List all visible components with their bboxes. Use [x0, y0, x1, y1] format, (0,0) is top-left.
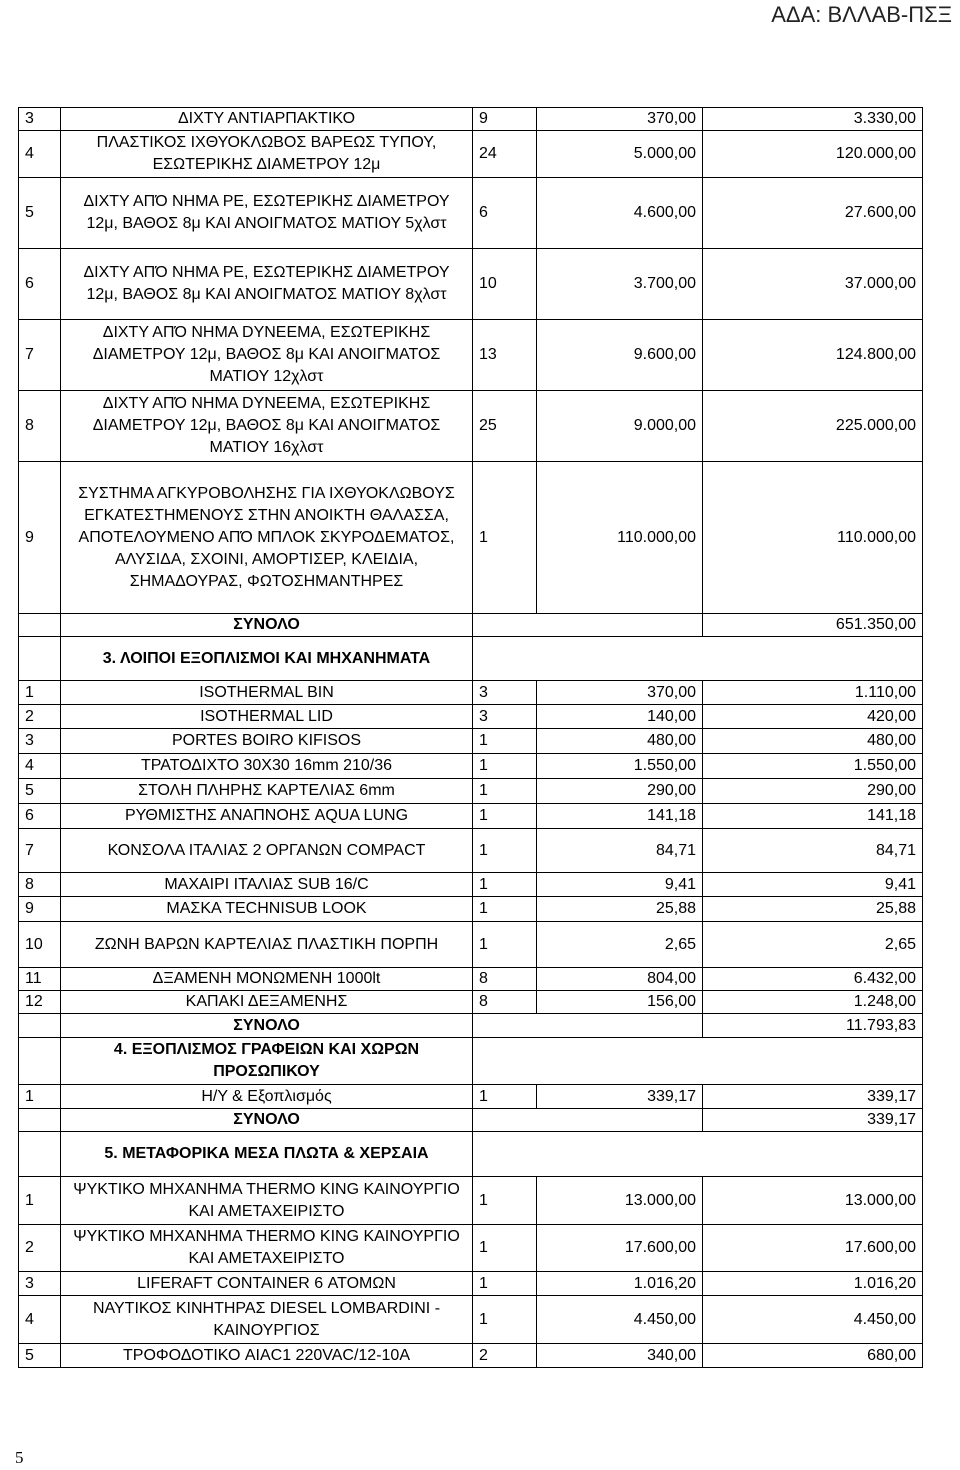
item-description: ΔΙΧΤΥ ΑΝΤΙΑΡΠΑΚΤΙΚΟ [61, 108, 473, 131]
table-row [19, 131, 923, 178]
item-number: 11 [19, 968, 61, 991]
item-quantity: 1 [473, 1085, 537, 1109]
item-quantity: 1 [473, 1272, 537, 1296]
item-quantity: 1 [473, 729, 537, 754]
item-unit-price: 25,88 [537, 897, 703, 922]
table-row [19, 968, 923, 991]
item-quantity: 8 [473, 991, 537, 1014]
item-unit-price: 5.000,00 [537, 131, 703, 178]
item-description: ΖΩΝΗ ΒΑΡΩΝ ΚΑΡΤΕΛΙΑΣ ΠΛΑΣΤΙΚΗ ΠΟΡΠΗ [61, 922, 473, 968]
item-quantity: 1 [473, 1177, 537, 1225]
item-total: 25,88 [703, 897, 923, 922]
table-row [19, 804, 923, 829]
subtotal-value: 339,17 [703, 1109, 923, 1132]
item-unit-price: 804,00 [537, 968, 703, 991]
item-description: ΝΑΥΤΙΚΟΣ ΚΙΝΗΤΗΡΑΣ DIESEL LOMBARDINI - ΚΑΙΝΟΥΡΓΙΟΣ [61, 1296, 473, 1344]
empty-cell [19, 1038, 61, 1085]
item-unit-price: 340,00 [537, 1344, 703, 1368]
empty-cell [19, 1109, 61, 1132]
item-unit-price: 140,00 [537, 705, 703, 729]
item-quantity: 1 [473, 897, 537, 922]
item-total: 2,65 [703, 922, 923, 968]
table-row [19, 1296, 923, 1344]
item-quantity: 13 [473, 320, 537, 391]
item-unit-price: 141,18 [537, 804, 703, 829]
subtotal-value: 11.793,83 [703, 1014, 923, 1038]
item-total: 141,18 [703, 804, 923, 829]
item-total: 480,00 [703, 729, 923, 754]
empty-cell [19, 614, 61, 637]
item-quantity: 1 [473, 1225, 537, 1272]
item-unit-price: 9.600,00 [537, 320, 703, 391]
table-row [19, 391, 923, 462]
item-quantity: 6 [473, 178, 537, 249]
item-description: ΣΤΟΛΗ ΠΛΗΡΗΣ ΚΑΡΤΕΛΙΑΣ 6mm [61, 779, 473, 804]
item-total: 110.000,00 [703, 462, 923, 614]
item-description: ΔΞΑΜΕΝΗ ΜΟΝΩΜΕΝΗ 1000lt [61, 968, 473, 991]
item-number: 4 [19, 131, 61, 178]
item-number: 3 [19, 1272, 61, 1296]
item-number: 3 [19, 108, 61, 131]
item-description: Η/Υ & Εξοπλισμός [61, 1085, 473, 1109]
item-total: 120.000,00 [703, 131, 923, 178]
item-total: 84,71 [703, 829, 923, 873]
ada-code: ΑΔΑ: ΒΛΛΑΒ-ΠΣΞ [771, 2, 952, 27]
empty-cell [473, 637, 923, 681]
item-unit-price: 84,71 [537, 829, 703, 873]
item-unit-price: 1.016,20 [537, 1272, 703, 1296]
item-description: ΔΙΧΤΥ ΑΠΌ ΝΗΜΑ PE, ΕΣΩΤΕΡΙΚΗΣ ΔΙΑΜΕΤΡΟΥ 12μ, ΒΑΘΟΣ 8μ ΚΑΙ ΑΝΟΙΓΜΑΤΟΣ ΜΑΤΙΟΥ 8χλστ [61, 249, 473, 320]
table-row [19, 178, 923, 249]
item-total: 6.432,00 [703, 968, 923, 991]
item-total: 1.248,00 [703, 991, 923, 1014]
item-total: 124.800,00 [703, 320, 923, 391]
table-row [19, 1272, 923, 1296]
item-quantity: 1 [473, 829, 537, 873]
item-total: 225.000,00 [703, 391, 923, 462]
item-number: 5 [19, 178, 61, 249]
table-row [19, 1085, 923, 1109]
item-description: ISOTHERMAL LID [61, 705, 473, 729]
table-row [19, 681, 923, 705]
item-total: 680,00 [703, 1344, 923, 1368]
item-number: 2 [19, 705, 61, 729]
item-total: 3.330,00 [703, 108, 923, 131]
item-quantity: 1 [473, 779, 537, 804]
item-unit-price: 156,00 [537, 991, 703, 1014]
item-unit-price: 2,65 [537, 922, 703, 968]
table-row [19, 729, 923, 754]
subtotal-value: 651.350,00 [703, 614, 923, 637]
item-total: 1.110,00 [703, 681, 923, 705]
item-description: ΣΥΣΤΗΜΑ ΑΓΚΥΡΟΒΟΛΗΣΗΣ ΓΙΑ ΙΧΘΥΟΚΛΩΒΟΥΣ ΕΓΚΑΤΕΣΤΗΜΕΝΟΥΣ ΣΤΗΝ ΑΝΟΙΚΤΗ ΘΑΛΑΣΣΑ, ΑΠΟΤΕΛΟΥΜΕΝΟ ΑΠΌ ΜΠΛΟΚ ΣΚΥΡΟΔΕΜΑΤΟΣ, ΑΛΥΣΙΔΑ, ΣΧΟΙΝΙ, ΑΜΟΡΤΙΣΕΡ, ΚΛΕΙΔΙΑ, ΣΗΜΑΔΟΥΡΑΣ, ΦΩΤΟΣΗΜΑΝΤΗΡΕΣ [61, 462, 473, 614]
item-description: ΔΙΧΤΥ ΑΠΌ ΝΗΜΑ DYNEEMA, ΕΣΩΤΕΡΙΚΗΣ ΔΙΑΜΕΤΡΟΥ 12μ, ΒΑΘΟΣ 8μ ΚΑΙ ΑΝΟΙΓΜΑΤΟΣ ΜΑΤΙΟΥ 16χλστ [61, 391, 473, 462]
empty-cell [473, 1132, 923, 1177]
item-unit-price: 370,00 [537, 108, 703, 131]
item-total: 1.016,20 [703, 1272, 923, 1296]
table-row [19, 249, 923, 320]
item-quantity: 2 [473, 1344, 537, 1368]
item-unit-price: 9.000,00 [537, 391, 703, 462]
item-unit-price: 370,00 [537, 681, 703, 705]
item-total: 17.600,00 [703, 1225, 923, 1272]
table-row [19, 320, 923, 391]
item-quantity: 1 [473, 1296, 537, 1344]
item-number: 9 [19, 462, 61, 614]
item-number: 4 [19, 1296, 61, 1344]
item-total: 9,41 [703, 873, 923, 897]
item-description: ISOTHERMAL BIN [61, 681, 473, 705]
item-total: 37.000,00 [703, 249, 923, 320]
item-unit-price: 290,00 [537, 779, 703, 804]
item-total: 13.000,00 [703, 1177, 923, 1225]
empty-cell [473, 1109, 703, 1132]
item-number: 9 [19, 897, 61, 922]
item-description: ΨΥΚΤΙΚΟ ΜΗΧΑΝΗΜΑ THERMO KING ΚΑΙΝΟΥΡΓΙΟ ΚΑΙ ΑΜΕΤΑΧΕΙΡΙΣΤΟ [61, 1225, 473, 1272]
item-quantity: 3 [473, 705, 537, 729]
empty-cell [19, 1014, 61, 1038]
item-quantity: 8 [473, 968, 537, 991]
empty-cell [473, 614, 703, 637]
subtotal-row [19, 1014, 923, 1038]
item-number: 8 [19, 391, 61, 462]
table-row [19, 922, 923, 968]
item-total: 27.600,00 [703, 178, 923, 249]
section-header-row [19, 1132, 923, 1177]
empty-cell [19, 637, 61, 681]
item-unit-price: 110.000,00 [537, 462, 703, 614]
item-unit-price: 480,00 [537, 729, 703, 754]
item-description: ΜΑΧΑΙΡΙ ΙΤΑΛΙΑΣ SUB 16/C [61, 873, 473, 897]
item-number: 6 [19, 804, 61, 829]
item-quantity: 1 [473, 804, 537, 829]
item-unit-price: 17.600,00 [537, 1225, 703, 1272]
item-number: 5 [19, 779, 61, 804]
empty-cell [473, 1014, 703, 1038]
item-number: 1 [19, 1177, 61, 1225]
page-number: 5 [15, 1448, 24, 1467]
item-quantity: 1 [473, 462, 537, 614]
item-quantity: 3 [473, 681, 537, 705]
item-unit-price: 3.700,00 [537, 249, 703, 320]
table-row [19, 829, 923, 873]
item-number: 5 [19, 1344, 61, 1368]
item-unit-price: 13.000,00 [537, 1177, 703, 1225]
table-row [19, 779, 923, 804]
item-total: 1.550,00 [703, 754, 923, 779]
empty-cell [473, 1038, 923, 1085]
item-quantity: 1 [473, 754, 537, 779]
table-row [19, 462, 923, 614]
item-total: 4.450,00 [703, 1296, 923, 1344]
subtotal-label: ΣΥΝΟΛΟ [61, 1109, 473, 1132]
item-unit-price: 4.450,00 [537, 1296, 703, 1344]
item-description: ΜΑΣΚΑ TECHNISUB LOOK [61, 897, 473, 922]
item-number: 1 [19, 681, 61, 705]
item-number: 10 [19, 922, 61, 968]
table-row [19, 1177, 923, 1225]
subtotal-row [19, 614, 923, 637]
table-row [19, 754, 923, 779]
item-quantity: 1 [473, 873, 537, 897]
item-number: 1 [19, 1085, 61, 1109]
item-number: 2 [19, 1225, 61, 1272]
item-unit-price: 9,41 [537, 873, 703, 897]
item-quantity: 24 [473, 131, 537, 178]
item-number: 12 [19, 991, 61, 1014]
table-row [19, 991, 923, 1014]
table-row [19, 705, 923, 729]
empty-cell [19, 1132, 61, 1177]
item-number: 8 [19, 873, 61, 897]
item-quantity: 10 [473, 249, 537, 320]
item-unit-price: 4.600,00 [537, 178, 703, 249]
section-title: 4. ΕΞΟΠΛΙΣΜΟΣ ΓΡΑΦΕΙΩΝ ΚΑΙ ΧΩΡΩΝ ΠΡΟΣΩΠΙΚΟΥ [61, 1038, 473, 1085]
subtotal-label: ΣΥΝΟΛΟ [61, 614, 473, 637]
table-row [19, 1225, 923, 1272]
item-unit-price: 339,17 [537, 1085, 703, 1109]
item-description: ΨΥΚΤΙΚΟ ΜΗΧΑΝΗΜΑ THERMO KING ΚΑΙΝΟΥΡΓΙΟ ΚΑΙ ΑΜΕΤΑΧΕΙΡΙΣΤΟ [61, 1177, 473, 1225]
item-number: 6 [19, 249, 61, 320]
item-number: 4 [19, 754, 61, 779]
item-number: 7 [19, 829, 61, 873]
item-quantity: 9 [473, 108, 537, 131]
section-header-row [19, 637, 923, 681]
item-description: ΤΡΟΦΟΔΟΤΙΚΟ AIAC1 220VAC/12-10A [61, 1344, 473, 1368]
item-total: 420,00 [703, 705, 923, 729]
item-description: ΠΛΑΣΤΙΚΟΣ ΙΧΘΥΟΚΛΩΒΟΣ ΒΑΡΕΩΣ ΤΥΠΟΥ, ΕΣΩΤΕΡΙΚΗΣ ΔΙΑΜΕΤΡΟΥ 12μ [61, 131, 473, 178]
subtotal-row [19, 1109, 923, 1132]
item-description: ΔΙΧΤΥ ΑΠΌ ΝΗΜΑ PE, ΕΣΩΤΕΡΙΚΗΣ ΔΙΑΜΕΤΡΟΥ 12μ, ΒΑΘΟΣ 8μ ΚΑΙ ΑΝΟΙΓΜΑΤΟΣ ΜΑΤΙΟΥ 5χλστ [61, 178, 473, 249]
table-row [19, 108, 923, 131]
item-quantity: 25 [473, 391, 537, 462]
item-number: 3 [19, 729, 61, 754]
subtotal-label: ΣΥΝΟΛΟ [61, 1014, 473, 1038]
section-title: 5. ΜΕΤΑΦΟΡΙΚΑ ΜΕΣΑ ΠΛΩΤΑ & ΧΕΡΣΑΙΑ [61, 1132, 473, 1177]
table-row [19, 873, 923, 897]
item-description: ΡΥΘΜΙΣΤΗΣ ΑΝΑΠΝΟΗΣ AQUA LUNG [61, 804, 473, 829]
equipment-table [18, 107, 923, 1368]
item-unit-price: 1.550,00 [537, 754, 703, 779]
item-number: 7 [19, 320, 61, 391]
item-description: ΚΟΝΣΟΛΑ ΙΤΑΛΙΑΣ 2 ΟΡΓΑΝΩΝ COMPACT [61, 829, 473, 873]
item-description: LIFERAFT CONTAINER 6 ΑΤΟΜΩΝ [61, 1272, 473, 1296]
item-total: 290,00 [703, 779, 923, 804]
item-description: ΤΡΑΤΟΔΙΧΤΟ 30Χ30 16mm 210/36 [61, 754, 473, 779]
item-total: 339,17 [703, 1085, 923, 1109]
item-quantity: 1 [473, 922, 537, 968]
table-row [19, 897, 923, 922]
item-description: ΚΑΠΑΚΙ ΔΕΞΑΜΕΝΗΣ [61, 991, 473, 1014]
item-description: PORTES BOIRO KIFISOS [61, 729, 473, 754]
table-row [19, 1344, 923, 1368]
section-title: 3. ΛΟΙΠΟΙ ΕΞΟΠΛΙΣΜΟΙ ΚΑΙ ΜΗΧΑΝΗΜΑΤΑ [61, 637, 473, 681]
item-description: ΔΙΧΤΥ ΑΠΌ ΝΗΜΑ DYNEEMA, ΕΣΩΤΕΡΙΚΗΣ ΔΙΑΜΕΤΡΟΥ 12μ, ΒΑΘΟΣ 8μ ΚΑΙ ΑΝΟΙΓΜΑΤΟΣ ΜΑΤΙΟΥ 12χλστ [61, 320, 473, 391]
section-header-row [19, 1038, 923, 1085]
